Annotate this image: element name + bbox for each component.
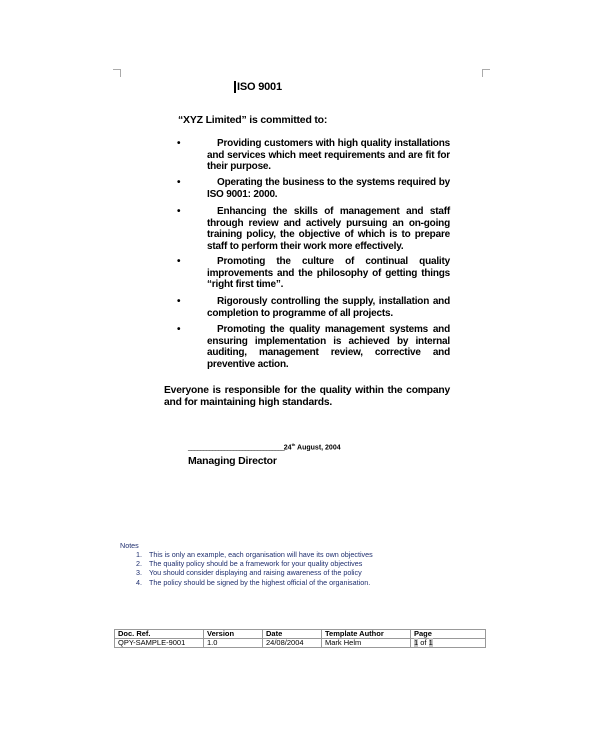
note-text: The policy should be signed by the highest official of the organisation. <box>149 578 371 587</box>
header-doc-ref: Doc. Ref. <box>115 630 204 639</box>
closing-statement: Everyone is responsible for the quality within the company and for maintaining high standards. <box>164 385 450 408</box>
margin-corner-marker <box>113 69 121 77</box>
note-text: This is only an example, each organisation will have its own objectives <box>149 550 373 559</box>
header-page: Page <box>411 630 486 639</box>
author-value: Mark Helm <box>322 639 411 648</box>
intro-text: “XYZ Limited” is committed to: <box>178 114 328 126</box>
header-version: Version <box>204 630 263 639</box>
list-item: Operating the business to the systems required by ISO 9001: 2000. <box>207 177 450 200</box>
page-value <box>411 639 486 648</box>
note-number: 3. <box>136 568 142 577</box>
note-number: 4. <box>136 578 142 587</box>
notes-heading: Notes <box>120 541 139 550</box>
signatory-role: Managing Director <box>188 455 277 467</box>
bullet-icon: • <box>177 296 181 307</box>
list-item: Promoting the culture of continual quality improvements and the philosophy of getting things “right first time”. <box>207 256 450 290</box>
table-row <box>115 639 486 648</box>
note-text: The quality policy should be a framework for your quality objectives <box>149 559 363 568</box>
list-item: Promoting the quality management systems and ensuring implementation is achieved by internal auditing, management review, corrective and preventive action. <box>207 324 450 370</box>
page-title[interactable] <box>234 82 282 94</box>
signature-date: August, 2004 <box>295 444 341 452</box>
bullet-icon: • <box>177 256 181 267</box>
margin-corner-marker <box>482 69 490 77</box>
signature-date-suffix: th <box>291 442 296 447</box>
list-item: Providing customers with high quality installations and services which meet requirements and are fit for their purpose. <box>207 138 450 172</box>
note-number: 2. <box>136 559 142 568</box>
page-of-text: of <box>418 638 429 647</box>
doc-ref-value: QPY-SAMPLE-9001 <box>115 639 204 648</box>
signature-date-day: 24 <box>283 444 292 452</box>
bullet-icon: • <box>177 206 181 217</box>
title-text: ISO 9001 <box>237 81 282 93</box>
date-value: 24/08/2004 <box>263 639 322 648</box>
bullet-icon: • <box>177 138 181 149</box>
list-item: Enhancing the skills of management and staff through review and actively pursuing an on-going training policy, the objective of which is to prepare staff to perform their work more effectively. <box>207 206 450 252</box>
signature-underline: ________________________________ <box>188 444 284 452</box>
header-template-author: Template Author <box>322 630 411 639</box>
note-text: You should consider displaying and raising awareness of the policy <box>149 568 362 577</box>
page-current-field: 1 <box>414 638 419 647</box>
version-value: 1.0 <box>204 639 263 648</box>
list-item: Rigorously controlling the supply, installation and completion to programme of all projects. <box>207 296 450 319</box>
bullet-icon: • <box>177 177 181 188</box>
page-total-field: 1 <box>428 638 433 647</box>
note-number: 1. <box>136 550 142 559</box>
bullet-icon: • <box>177 324 181 335</box>
signature-line <box>188 442 341 451</box>
document-control-table <box>114 629 486 648</box>
header-date: Date <box>263 630 322 639</box>
